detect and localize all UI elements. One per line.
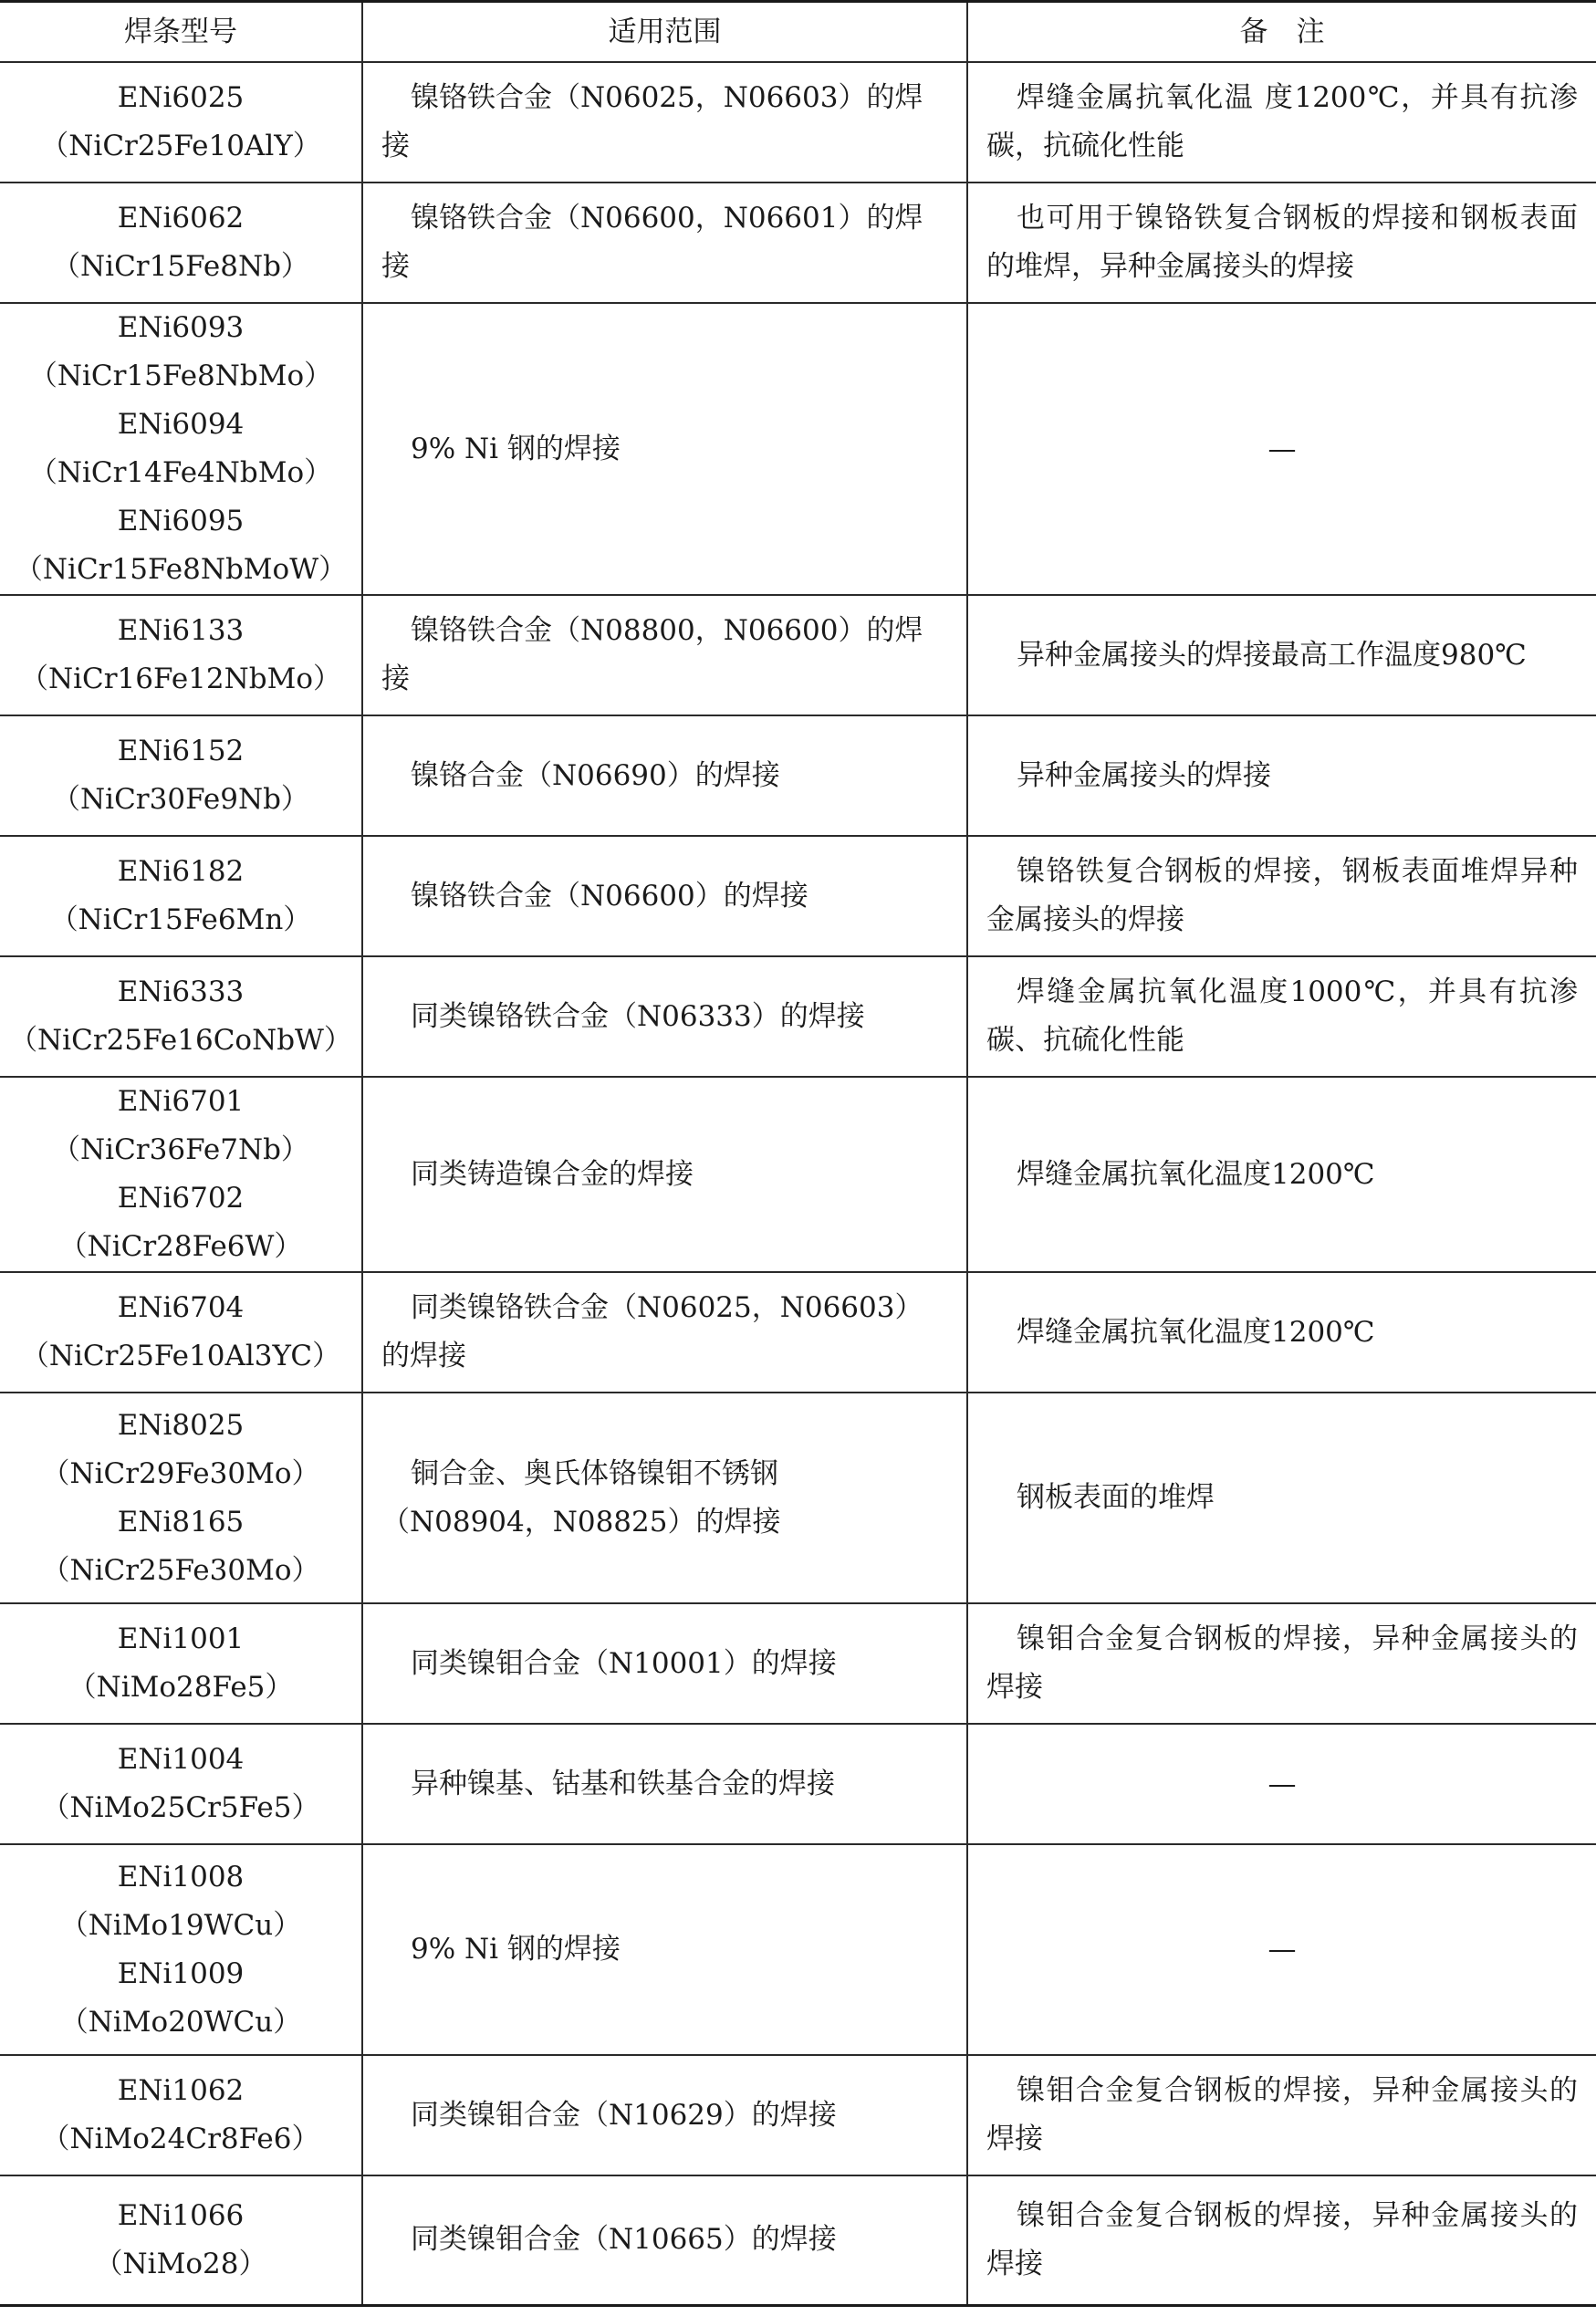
model-line: ENi6702 [117, 1182, 245, 1215]
model-line: （NiMo19WCu） [59, 1908, 302, 1942]
table-row [0, 183, 1596, 303]
cell-scope [362, 303, 967, 595]
cell-note [967, 1077, 1596, 1272]
model-line: （NiCr29Fe30Mo） [41, 1456, 320, 1490]
scope-text: 镍铬合金（N06690）的焊接 [411, 758, 780, 792]
cell-scope [362, 836, 967, 956]
header-model: 焊条型号 [0, 2, 362, 63]
cell-scope [362, 1077, 967, 1272]
scope-text: 同类镍钼合金（N10001）的焊接 [411, 1646, 837, 1680]
cell-note [967, 303, 1596, 595]
cell-scope [362, 62, 967, 183]
model-line: ENi6025 [117, 81, 245, 114]
model-line: （NiCr15Fe8Nb） [52, 250, 309, 283]
note-text: 焊缝金属抗氧化温度1000℃，并具有抗渗碳、抗硫化性能 [986, 975, 1578, 1057]
cell-model [0, 836, 362, 956]
model-line: ENi8165 [117, 1505, 245, 1539]
note-text: 异种金属接头的焊接最高工作温度980℃ [1017, 638, 1527, 672]
model-line: （NiCr30Fe9Nb） [52, 783, 309, 816]
scope-text: 同类镍铬铁合金（N06333）的焊接 [411, 999, 865, 1033]
note-text: 钢板表面的堆焊 [1017, 1481, 1215, 1514]
cell-scope [362, 2055, 967, 2175]
cell-scope [362, 1603, 967, 1724]
cell-scope [362, 1844, 967, 2055]
cell-note [967, 1844, 1596, 2055]
table-row [0, 1393, 1596, 1603]
cell-scope [362, 595, 967, 715]
model-line: ENi8025 [117, 1408, 245, 1442]
model-line: ENi6704 [117, 1291, 245, 1324]
scope-text: 镍铬铁合金（N06025，N06603）的焊接 [381, 81, 923, 162]
note-text: 镍钼合金复合钢板的焊接，异种金属接头的焊接 [986, 1622, 1578, 1704]
cell-note [967, 1393, 1596, 1603]
cell-model [0, 595, 362, 715]
cell-note [967, 62, 1596, 183]
note-text: 镍钼合金复合钢板的焊接，异种金属接头的焊接 [986, 2198, 1578, 2280]
model-line: （NiMo28Fe5） [68, 1671, 294, 1704]
scope-text: 9% Ni 钢的焊接 [411, 1933, 621, 1966]
model-line: （NiCr25Fe30Mo） [41, 1553, 320, 1587]
note-text: 焊缝金属抗氧化温 度1200℃，并具有抗渗碳，抗硫化性能 [986, 81, 1578, 162]
table-row [0, 303, 1596, 595]
scope-text: 同类镍钼合金（N10629）的焊接 [411, 2098, 837, 2132]
note-text: 镍铬铁复合钢板的焊接，钢板表面堆焊异种金属接头的焊接 [986, 855, 1578, 936]
table-row [0, 836, 1596, 956]
cell-model [0, 183, 362, 303]
cell-note [967, 2055, 1596, 2175]
cell-model [0, 2175, 362, 2305]
table-header-row [0, 2, 1596, 63]
model-line: （NiCr25Fe16CoNbW） [9, 1024, 352, 1057]
model-line: （NiMo24Cr8Fe6） [41, 2123, 320, 2155]
note-text: 也可用于镍铬铁复合钢板的焊接和钢板表面的堆焊，异种金属接头的焊接 [986, 202, 1578, 283]
cell-model [0, 1724, 362, 1844]
model-line: ENi6062 [117, 202, 245, 235]
cell-note [967, 1272, 1596, 1393]
cell-note [967, 956, 1596, 1077]
model-line: ENi1066 [117, 2198, 245, 2232]
scope-text: 镍铬铁合金（N08800，N06600）的焊接 [381, 614, 923, 695]
cell-scope [362, 1724, 967, 1844]
table-row [0, 2055, 1596, 2175]
note-text: 异种金属接头的焊接 [1017, 758, 1271, 792]
scope-text: 镍铬铁合金（N06600，N06601）的焊接 [381, 202, 923, 283]
model-line: （NiMo20WCu） [59, 2005, 302, 2039]
cell-note [967, 183, 1596, 303]
model-line: ENi6152 [117, 735, 245, 767]
model-line: （NiCr36Fe7Nb） [52, 1133, 309, 1166]
model-line: ENi1001 [117, 1622, 245, 1655]
table-row [0, 1844, 1596, 2055]
cell-note [967, 1603, 1596, 1724]
header-note: 备 注 [967, 2, 1596, 63]
scope-text: 同类铸造镍合金的焊接 [411, 1157, 694, 1191]
cell-scope [362, 183, 967, 303]
model-line: （NiMo25Cr5Fe5） [41, 1791, 320, 1824]
model-line: ENi6333 [117, 975, 245, 1008]
note-text: — [1267, 1933, 1297, 1966]
table-row [0, 1077, 1596, 1272]
cell-model [0, 1603, 362, 1724]
cell-note [967, 2175, 1596, 2305]
model-line: ENi1062 [117, 2074, 245, 2107]
model-line: ENi1008 [117, 1860, 245, 1893]
model-line: ENi6095 [117, 505, 245, 537]
table-row [0, 2175, 1596, 2305]
cell-scope [362, 956, 967, 1077]
model-line: （NiCr25Fe10Al3YC） [20, 1340, 341, 1372]
note-text: — [1267, 432, 1297, 465]
model-line: （NiCr28Fe6W） [58, 1230, 303, 1263]
scope-text: 异种镍基、钴基和铁基合金的焊接 [411, 1767, 835, 1800]
table-row [0, 956, 1596, 1077]
table-row [0, 1272, 1596, 1393]
model-line: （NiCr15Fe8NbMo） [28, 360, 333, 392]
model-line: ENi6094 [117, 408, 245, 441]
cell-model [0, 2055, 362, 2175]
table-row [0, 1603, 1596, 1724]
table-row [0, 595, 1596, 715]
model-line: （NiMo28） [94, 2247, 267, 2280]
model-line: ENi1009 [117, 1956, 245, 1990]
model-line: （NiCr16Fe12NbMo） [19, 662, 341, 695]
cell-model [0, 1077, 362, 1272]
cell-scope [362, 715, 967, 836]
model-line: （NiCr15Fe8NbMoW） [14, 553, 348, 586]
model-line: ENi6182 [117, 855, 245, 888]
model-line: ENi6093 [117, 311, 245, 344]
cell-model [0, 62, 362, 183]
cell-model [0, 956, 362, 1077]
cell-model [0, 715, 362, 836]
note-text: 焊缝金属抗氧化温度1200℃ [1017, 1315, 1375, 1349]
model-line: ENi1004 [117, 1743, 245, 1776]
cell-note [967, 715, 1596, 836]
model-line: ENi6701 [117, 1085, 245, 1118]
cell-note [967, 836, 1596, 956]
scope-text: 同类镍铬铁合金（N06025，N06603）的焊接 [381, 1291, 923, 1372]
model-line: （NiCr25Fe10AlY） [40, 130, 321, 162]
header-scope: 适用范围 [362, 2, 967, 63]
scope-text: 镍铬铁合金（N06600）的焊接 [411, 879, 808, 913]
model-line: ENi6133 [117, 614, 245, 647]
table-row [0, 1724, 1596, 1844]
model-line: （NiCr14Fe4NbMo） [28, 456, 333, 489]
cell-scope [362, 2175, 967, 2305]
cell-note [967, 595, 1596, 715]
cell-scope [362, 1393, 967, 1603]
cell-scope [362, 1272, 967, 1393]
note-text: — [1267, 1767, 1297, 1800]
scope-text: 9% Ni 钢的焊接 [411, 432, 621, 465]
note-text: 镍钼合金复合钢板的焊接，异种金属接头的焊接 [986, 2074, 1578, 2155]
scope-text: 同类镍钼合金（N10665）的焊接 [411, 2223, 837, 2257]
cell-model [0, 1272, 362, 1393]
cell-note [967, 1724, 1596, 1844]
note-text: 焊缝金属抗氧化温度1200℃ [1017, 1157, 1375, 1191]
cell-model [0, 303, 362, 595]
cell-model [0, 1393, 362, 1603]
table-row [0, 62, 1596, 183]
cell-model [0, 1844, 362, 2055]
scope-text: 铜合金、奥氏体铬镍钼不锈钢（N08904，N08825）的焊接 [381, 1456, 781, 1539]
model-line: （NiCr15Fe6Mn） [49, 903, 312, 936]
table-row [0, 715, 1596, 836]
